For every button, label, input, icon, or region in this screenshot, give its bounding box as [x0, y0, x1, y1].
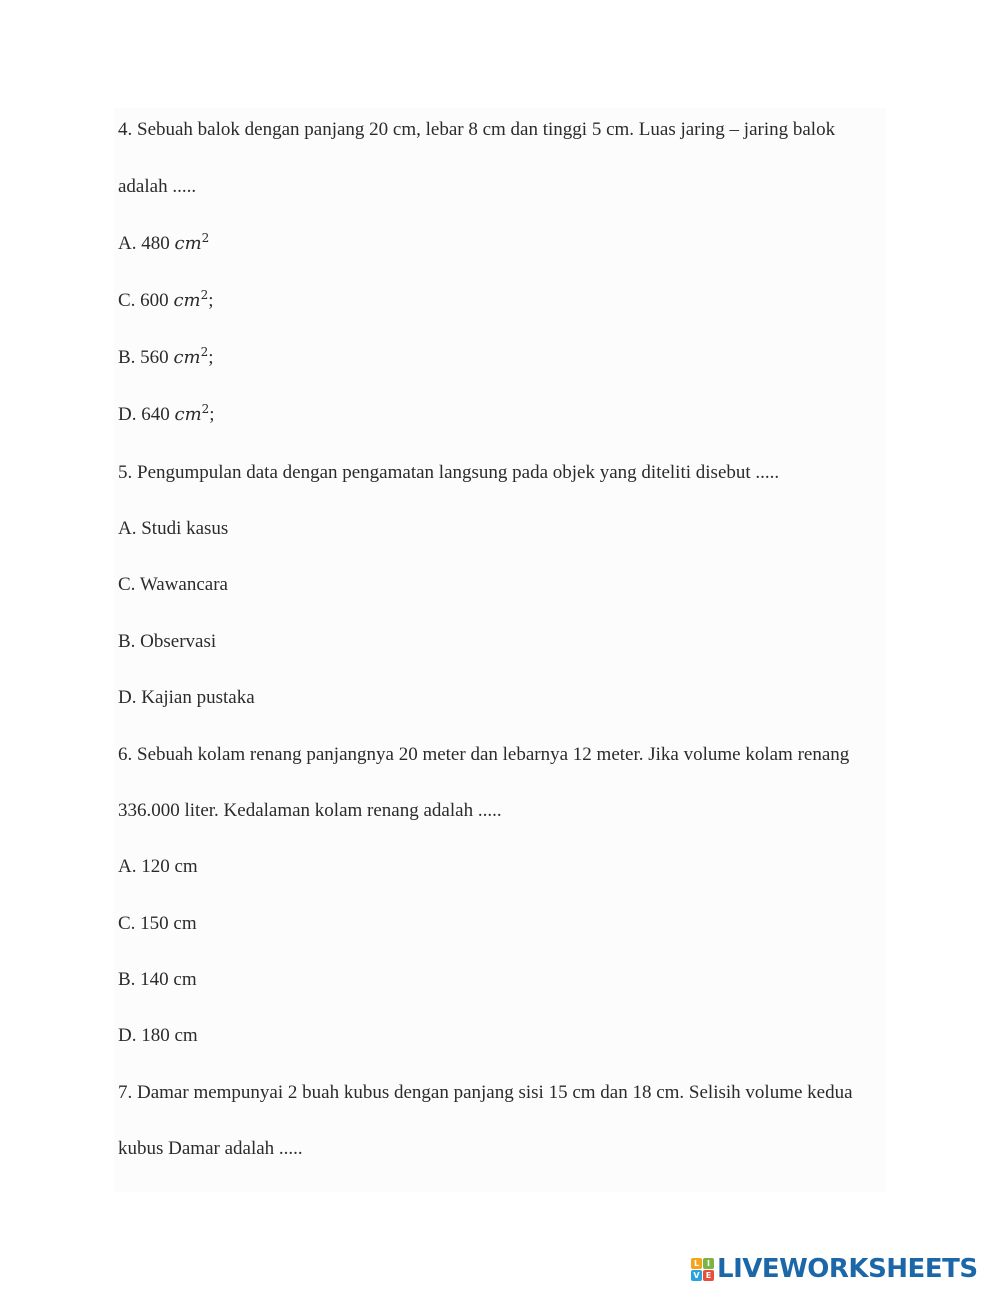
unit-exponent: 2 [201, 231, 210, 245]
question-6-option-c: C. 150 cm [118, 913, 197, 934]
question-4-option-c [118, 289, 214, 313]
unit-text: cm [173, 347, 201, 368]
unit-cm-squared [173, 290, 208, 311]
unit-text: cm [174, 404, 202, 425]
question-7-text-line-1: 7. Damar mempunyai 2 buah kubus dengan panjang sisi 15 cm dan 18 cm. Selisih volume kedua [118, 1082, 853, 1103]
question-5-option-b: B. Observasi [118, 631, 217, 652]
question-4-option-b [118, 346, 214, 370]
logo-tile: L [691, 1258, 702, 1269]
liveworksheets-logo[interactable] [691, 1254, 978, 1284]
unit-exponent: 2 [200, 345, 209, 359]
logo-text: LIVEWORKSHEETS [717, 1254, 978, 1284]
unit-cm-squared [174, 233, 209, 254]
option-label: D. 640 [118, 404, 175, 425]
logo-tile: I [703, 1258, 714, 1269]
logo-tile: V [691, 1270, 702, 1281]
unit-text: cm [173, 290, 201, 311]
unit-text: cm [174, 233, 202, 254]
option-label: A. 480 [118, 233, 175, 254]
unit-cm-squared [173, 347, 208, 368]
question-5-option-c: C. Wawancara [118, 574, 228, 595]
unit-exponent: 2 [201, 402, 210, 416]
question-4-text-line-2: adalah ..... [118, 176, 197, 197]
option-suffix: ; [208, 347, 214, 368]
logo-tile: E [703, 1270, 714, 1281]
unit-exponent: 2 [200, 288, 209, 302]
logo-tiles-icon [691, 1258, 714, 1281]
question-4-option-a [118, 232, 209, 256]
option-label: C. 600 [118, 290, 174, 311]
question-4-option-d [118, 403, 215, 427]
question-6-option-b: B. 140 cm [118, 969, 197, 990]
option-suffix: ; [208, 290, 214, 311]
worksheet-background [114, 108, 886, 1192]
question-6-option-a: A. 120 cm [118, 856, 198, 877]
unit-cm-squared [174, 404, 209, 425]
question-5-option-d: D. Kajian pustaka [118, 687, 255, 708]
question-7-text-line-2: kubus Damar adalah ..... [118, 1138, 303, 1159]
question-6-option-d: D. 180 cm [118, 1025, 198, 1046]
option-suffix: ; [209, 404, 215, 425]
question-5-option-a: A. Studi kasus [118, 518, 229, 539]
question-6-text-line-2: 336.000 liter. Kedalaman kolam renang adalah ..... [118, 800, 502, 821]
question-5-text: 5. Pengumpulan data dengan pengamatan langsung pada objek yang diteliti disebut ..... [118, 462, 780, 483]
option-label: B. 560 [118, 347, 174, 368]
question-4-text-line-1: 4. Sebuah balok dengan panjang 20 cm, lebar 8 cm dan tinggi 5 cm. Luas jaring – jaring balok [118, 119, 836, 140]
question-6-text-line-1: 6. Sebuah kolam renang panjangnya 20 meter dan lebarnya 12 meter. Jika volume kolam renang [118, 744, 850, 765]
